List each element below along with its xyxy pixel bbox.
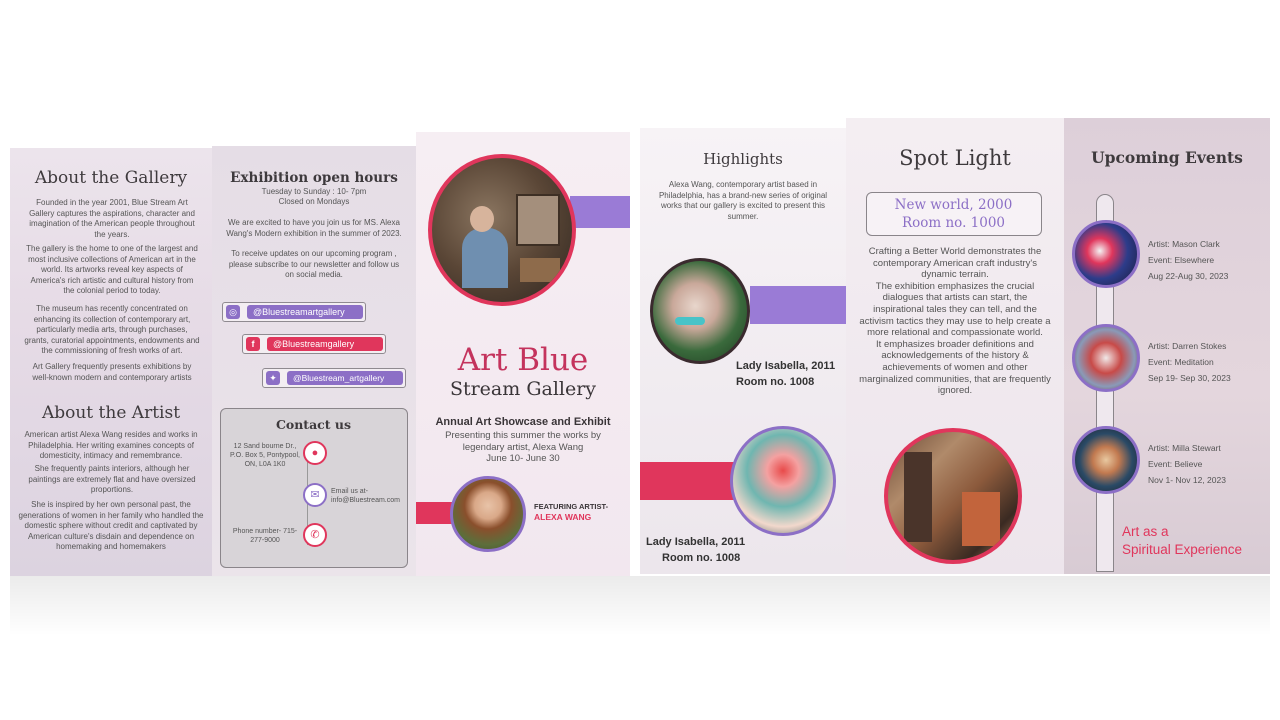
event2-dates: Sep 19- Sep 30, 2023 bbox=[1148, 373, 1231, 383]
about-gallery-p2: The gallery is the home to one of the largest and most inclusive collections of American art in the world. Its artworks reveal key aspects of America's rich artistic and cultural history from the colonial period to today. bbox=[26, 244, 198, 295]
painter-figure bbox=[462, 228, 508, 288]
facebook-handle: @Bluestreamgallery bbox=[267, 337, 383, 351]
brochure-shadow bbox=[10, 576, 1270, 636]
featuring-name: ALEXA WANG bbox=[534, 512, 592, 522]
event1-dates: Aug 22-Aug 30, 2023 bbox=[1148, 271, 1229, 281]
highlights-intro: Alexa Wang, contemporary artist based in Philadelphia, has a brand-new series of original works that our gallery is excited to present this summer. bbox=[658, 180, 828, 221]
location-icon: ● bbox=[303, 441, 327, 465]
cover-dates: June 10- June 30 bbox=[486, 453, 560, 464]
tagline-line2: Spiritual Experience bbox=[1122, 542, 1243, 557]
panel-spotlight bbox=[846, 118, 1064, 574]
contact-box bbox=[220, 408, 408, 568]
contact-phone[interactable]: Phone number- 715-277-9000 bbox=[232, 528, 298, 544]
art1-caption-line1: Lady Isabella, 2011 bbox=[736, 360, 836, 372]
cover-title-line2: Stream Gallery bbox=[449, 378, 597, 400]
artwork-still-life bbox=[730, 426, 836, 536]
events-title: Upcoming Events bbox=[1091, 148, 1243, 167]
event3-name: Event: Believe bbox=[1148, 459, 1203, 469]
event3-dates: Nov 1- Nov 12, 2023 bbox=[1148, 475, 1226, 485]
featuring-label: FEATURING ARTIST- bbox=[534, 502, 609, 511]
facebook-icon: f bbox=[246, 337, 260, 351]
pink-accent-bar-2 bbox=[640, 462, 736, 500]
spotlight-title: Spot Light bbox=[899, 146, 1011, 170]
about-gallery-title: About the Gallery bbox=[34, 168, 188, 188]
tagline-line1: Art as a bbox=[1122, 524, 1169, 539]
facebook-link[interactable] bbox=[242, 334, 386, 354]
cover-title-line1: Art Blue bbox=[457, 342, 589, 378]
event1-name: Event: Elsewhere bbox=[1148, 255, 1215, 265]
purple-accent-bar-2 bbox=[750, 286, 846, 324]
art2-caption-line2: Room no. 1008 bbox=[662, 552, 741, 564]
event2-art bbox=[1072, 324, 1140, 392]
artwork-paint-stroke bbox=[675, 317, 705, 325]
hours-line2: Closed on Mondays bbox=[278, 197, 350, 206]
event2-name: Event: Meditation bbox=[1148, 357, 1214, 367]
updates-text: To receive updates on our upcoming program , please subscribe to our newsletter and follow us on social media. bbox=[228, 249, 400, 279]
hours-line1: Tuesday to Sunday : 10- 7pm bbox=[261, 187, 367, 196]
event3-artist: Artist: Milla Stewart bbox=[1148, 443, 1221, 453]
about-gallery-p4: Art Gallery frequently presents exhibitions by well-known modern and contemporary artists bbox=[32, 362, 192, 382]
art1-caption-line2: Room no. 1008 bbox=[736, 376, 815, 388]
invite-text: We are excited to have you join us for MS. Alexa Wang's Modern exhibition in the summer of 2023. bbox=[226, 218, 402, 238]
contact-address: 12 Sand bourne Dr., P.O. Box 5, Pontypool, ON, L0A 1K0 bbox=[230, 443, 300, 468]
paint-box bbox=[520, 258, 560, 282]
event3-art bbox=[1072, 426, 1140, 494]
about-gallery-p3: The museum has recently concentrated on enhancing its collection of contemporary art, particularly media arts, through purchases, grants, curatorial appointments, endowments and the commissioning of fresh works of art. bbox=[24, 304, 200, 355]
instagram-link[interactable] bbox=[222, 302, 366, 322]
building-left bbox=[904, 452, 932, 542]
about-gallery-p1: Founded in the year 2001, Blue Stream Art Gallery captures the aspirations, character and imagination of the American people throughout the years. bbox=[29, 198, 195, 239]
contact-email[interactable]: Email us at- info@Bluestream.com bbox=[331, 488, 400, 504]
spotlight-body: Crafting a Better World demonstrates the contemporary American craft industry's dynamic terrain. The exhibition emphasizes the crucial dialogues that artists can start, the inspirational tales they can tell, and the activism tactics they may use to help create a more relational and compassionate world. It emphasizes broader definitions and acknowledgements of the history & achievements of women and other marginalized communities, that are frequently ignored. bbox=[859, 246, 1051, 397]
twitter-handle: @Bluestream_artgallery bbox=[287, 371, 403, 385]
spotlight-photo bbox=[884, 428, 1022, 564]
artwork-portrait-1 bbox=[650, 258, 750, 364]
event2-artist: Artist: Darren Stokes bbox=[1148, 341, 1227, 351]
about-artist-p2: She frequently paints interiors, although her paintings are extremely flat and have oversized proportions. bbox=[28, 464, 196, 494]
highlights-title: Highlights bbox=[703, 150, 783, 168]
cover-subtitle: Annual Art Showcase and Exhibit bbox=[435, 416, 611, 428]
twitter-icon: ✦ bbox=[266, 371, 280, 385]
about-artist-p3: She is inspired by her own personal past, the generations of women in her family who handled the domestic sphere without credit and captivated by American culture's disdain and dependence on homemaking and homemakers bbox=[18, 500, 204, 551]
event1-artist: Artist: Mason Clark bbox=[1148, 239, 1220, 249]
about-artist-p1: American artist Alexa Wang resides and works in Philadelphia. Her writing examines concepts of domesticity, intimacy and remembrance. bbox=[24, 430, 198, 460]
instagram-handle: @Bluestreamartgallery bbox=[247, 305, 363, 319]
cover-description: Presenting this summer the works by legendary artist, Alexa Wang bbox=[445, 430, 601, 453]
easel-canvas bbox=[516, 194, 560, 246]
email-icon: ✉ bbox=[303, 483, 327, 507]
instagram-icon: ◎ bbox=[226, 305, 240, 319]
spotlight-box-line1: New world, 2000 bbox=[894, 197, 1013, 213]
panel-highlights bbox=[640, 128, 846, 574]
contact-title: Contact us bbox=[275, 417, 352, 432]
spotlight-box bbox=[866, 192, 1042, 236]
hours-title: Exhibition open hours bbox=[230, 170, 398, 186]
painter-head bbox=[470, 206, 494, 232]
phone-icon: ✆ bbox=[303, 523, 327, 547]
spotlight-box-line2: Room no. 1000 bbox=[901, 215, 1006, 231]
purple-accent-bar bbox=[570, 196, 630, 228]
artist-portrait bbox=[450, 476, 526, 552]
about-artist-title: About the Artist bbox=[41, 403, 181, 423]
art2-caption-line1: Lady Isabella, 2011 bbox=[646, 536, 746, 548]
painter-photo bbox=[428, 154, 576, 306]
panel-cover bbox=[416, 132, 630, 576]
event1-art bbox=[1072, 220, 1140, 288]
twitter-link[interactable] bbox=[262, 368, 406, 388]
panel-upcoming-events bbox=[1064, 118, 1270, 574]
mural-detail bbox=[962, 492, 1000, 546]
panel-about bbox=[10, 148, 212, 576]
panel-hours-contact bbox=[212, 146, 416, 576]
